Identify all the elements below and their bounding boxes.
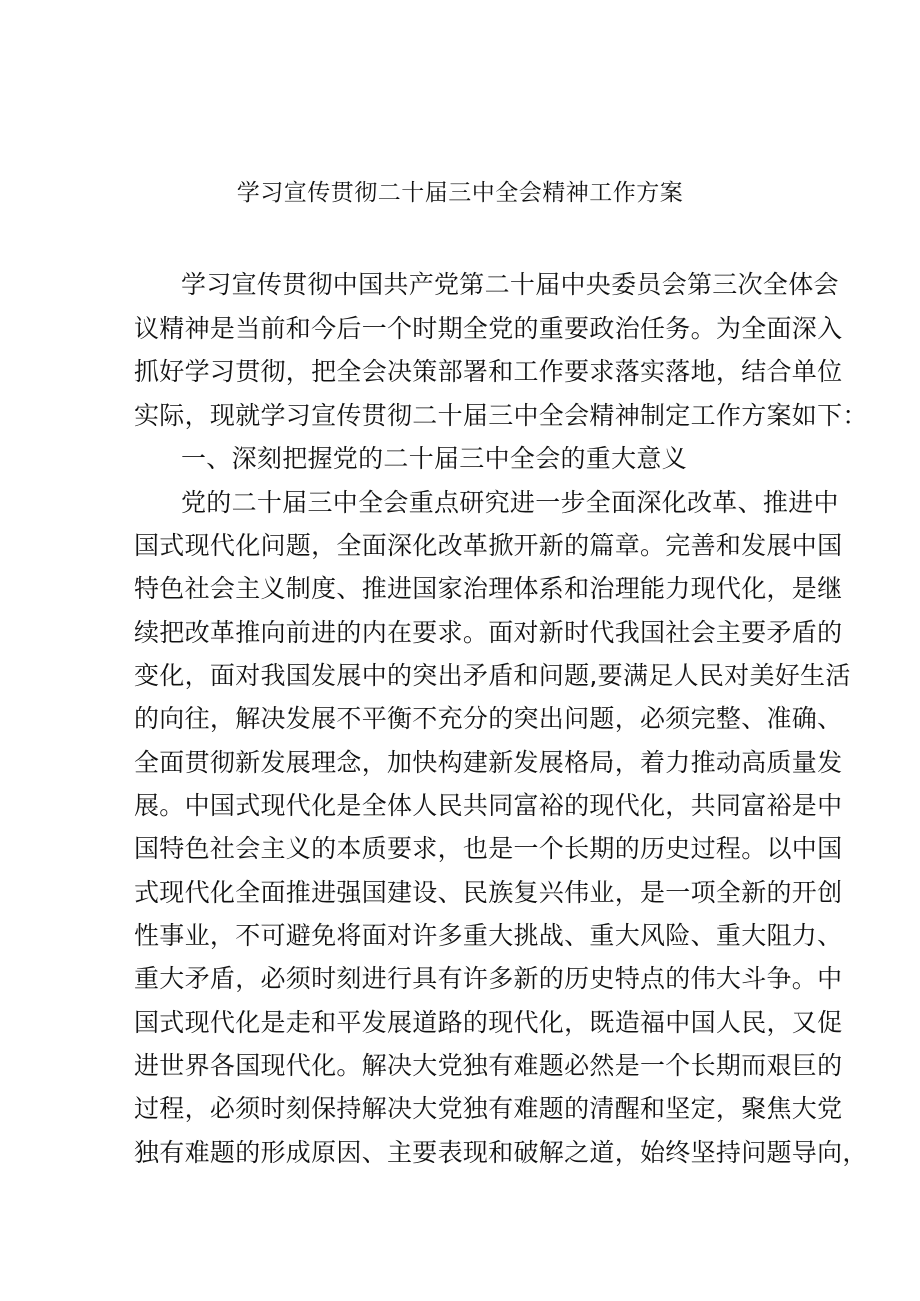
intro-paragraph-line: 学习宣传贯彻中国共产党第二十届中央委员会第三次全体会 [181,270,839,299]
intro-paragraph-line: 实际，现就学习宣传贯彻二十届三中全会精神制定工作方案如下： [134,401,868,430]
intro-paragraph-line: 议精神是当前和今后一个时期全党的重要政治任务。为全面深入 [134,314,843,343]
body-paragraph-line: 国式现代化是走和平发展道路的现代化，既造福中国人民，又促 [134,1008,843,1037]
intro-paragraph-line: 抓好学习贯彻，把全会决策部署和工作要求落实落地，结合单位 [134,357,843,386]
body-paragraph-line: 展。中国式现代化是全体人民共同富裕的现代化，共同富裕是中 [134,791,843,820]
body-paragraph-line: 式现代化全面推进强国建设、民族复兴伟业，是一项全新的开创 [134,878,843,907]
body-paragraph-line: 进世界各国现代化。解决大党独有难题必然是一个长期而艰巨的 [134,1051,843,1080]
body-paragraph-line: 变化，面对我国发展中的突出矛盾和问题,要满足人民对美好生活 [134,661,851,690]
body-paragraph-line: 国式现代化问题，全面深化改革掀开新的篇章。完善和发展中国 [134,531,843,560]
body-paragraph-line: 的向往，解决发展不平衡不充分的突出问题，必须完整、准确、 [134,704,843,733]
section-heading: 一、深刻把握党的二十届三中全会的重大意义 [181,444,688,473]
body-paragraph-line: 独有难题的形成原因、主要表现和破解之道，始终坚持问题导向， [134,1138,868,1167]
body-paragraph-line: 全面贯彻新发展理念，加快构建新发展格局，着力推动高质量发 [134,748,843,777]
body-paragraph-line: 过程，必须时刻保持解决大党独有难题的清醒和坚定，聚焦大党 [134,1094,843,1123]
body-paragraph-line: 续把改革推向前进的内在要求。面对新时代我国社会主要矛盾的 [134,618,843,647]
body-paragraph-line: 性事业，不可避免将面对许多重大挑战、重大风险、重大阻力、 [134,921,843,950]
body-paragraph-line: 国特色社会主义的本质要求，也是一个长期的历史过程。以中国 [134,834,843,863]
body-paragraph-line: 重大矛盾，必须时刻进行具有许多新的历史特点的伟大斗争。中 [134,964,843,993]
body-paragraph-line: 特色社会主义制度、推进国家治理体系和治理能力现代化，是继 [134,574,843,603]
document-title: 学习宣传贯彻二十届三中全会精神工作方案 [236,180,684,206]
body-paragraph-line: 党的二十届三中全会重点研究进一步全面深化改革、推进中 [181,488,839,517]
